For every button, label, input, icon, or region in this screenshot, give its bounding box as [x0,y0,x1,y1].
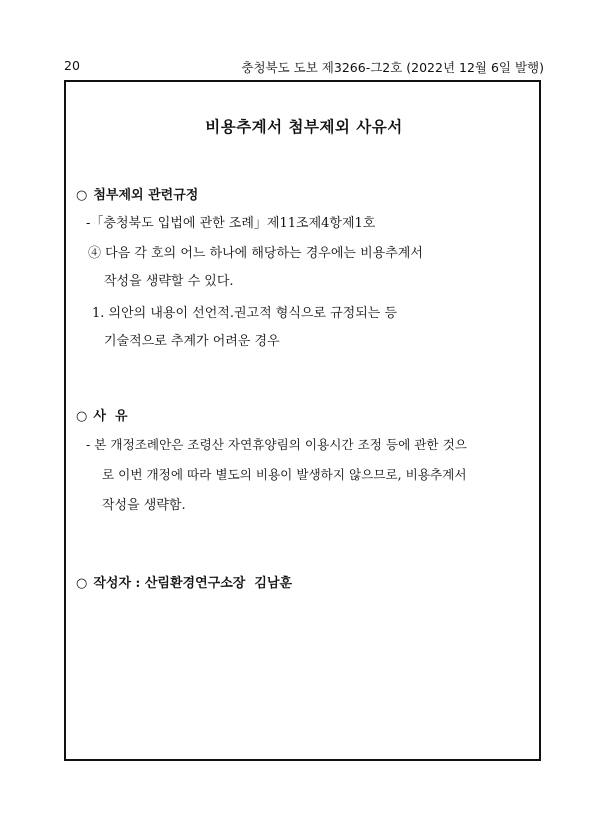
page-number: 20 [64,58,80,73]
reason-heading-text: 사 유 [93,409,128,424]
item-line-1: 1. 의안의 내용이 선언적.권고적 형식으로 규정되는 등 [92,306,398,321]
circle-bullet-icon: ○ [76,409,88,424]
regulation-heading-text: 첨부제외 관련규정 [93,188,199,203]
document-title: 비용추계서 첨부제외 사유서 [205,117,403,136]
author-text: 작성자 : 산림환경연구소장 김남훈 [93,576,293,591]
gazette-info: 충청북도 도보 제3266-그2호 (2022년 12월 6일 발행) [241,60,544,75]
author-line [76,572,292,591]
clause-line-2: 작성을 생략할 수 있다. [104,274,234,289]
item-line-2: 기술적으로 추계가 어려운 경우 [104,334,280,349]
reason-line-2: 로 이번 개정에 따라 별도의 비용이 발생하지 않으므로, 비용추계서 [102,467,467,482]
reason-line-1: - 본 개정조례안은 조령산 자연휴양림의 이용시간 조정 등에 관한 것으 [86,437,467,452]
law-reference: -「충청북도 입법에 관한 조례」제11조제4항제1호 [86,216,376,231]
reason-heading [76,405,128,424]
clause-line-1: ④ 다음 각 호의 어느 하나에 해당하는 경우에는 비용추계서 [88,246,423,261]
page-header [64,58,544,76]
reason-line-3: 작성을 생략함. [102,498,186,513]
circle-bullet-icon: ○ [76,188,88,203]
document-frame [64,80,541,761]
circle-bullet-icon: ○ [76,576,88,591]
regulation-heading [76,184,198,203]
